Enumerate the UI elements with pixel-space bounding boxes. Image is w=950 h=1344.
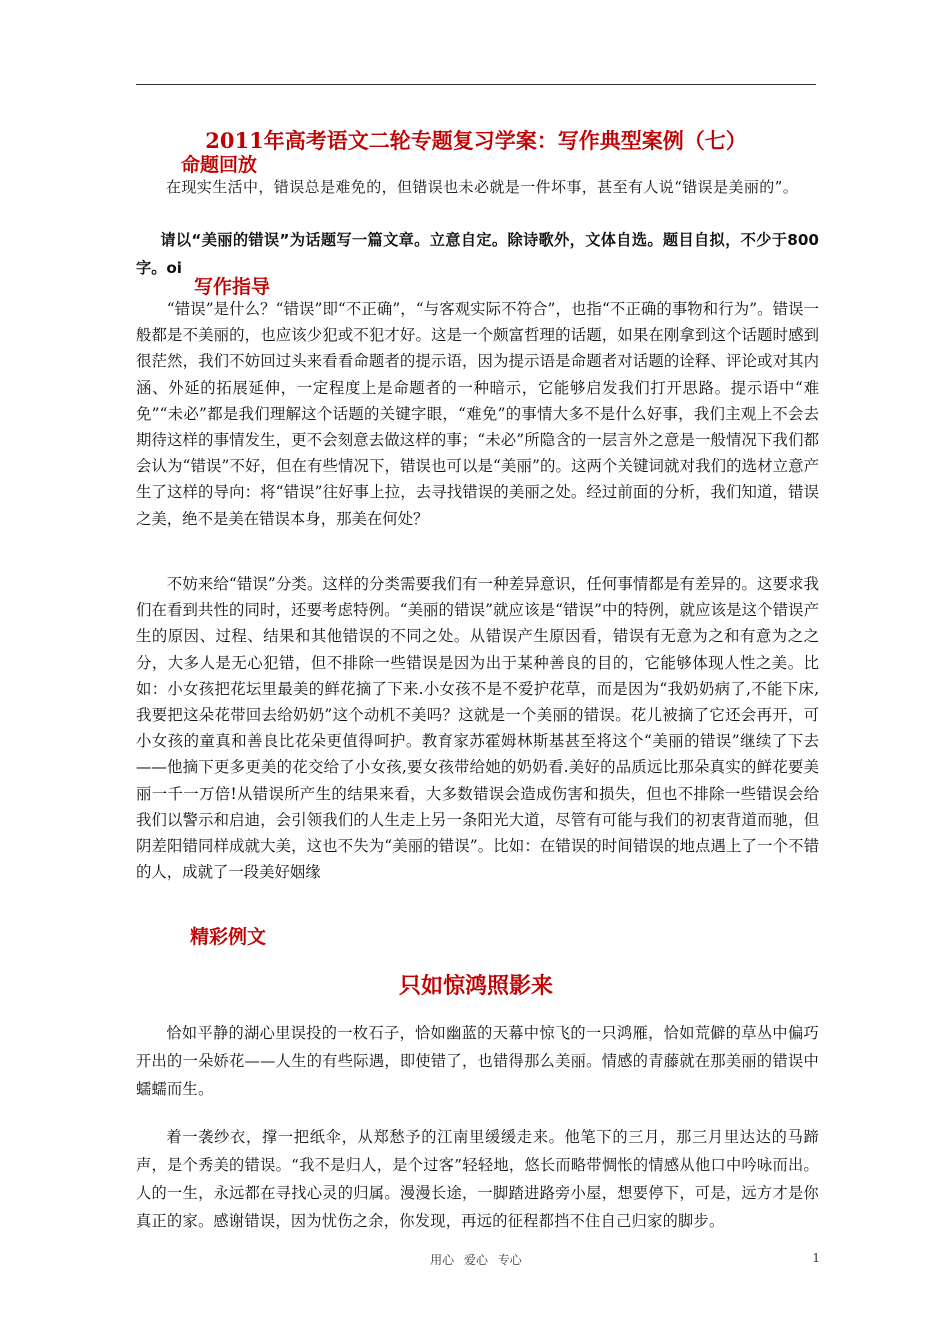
essay-paragraph: 恰如平静的湖心里误投的一枚石子，恰如幽蓝的天幕中惊飞的一只鸿雁，恰如荒僻的草丛中偏巧开出的一朵娇花——人生的有些际遇，即使错了，也错得那么美丽。情感的青藤就在那美丽的错误中蠕蠕而生。 (136, 1024, 819, 1098)
guide-paragraph: 不妨来给“错误”分类。这样的分类需要我们有一种差异意识，任何事情都是有差异的。这要求我们在看到共性的同时，还要考虑特例。“美丽的错误”就应该是“错误”中的特例，就应该是这个错误产生的原因、过程、结果和其他错误的不同之处。从错误产生原因看，错误有无意为之和有意为之之分，大多人是无心犯错，但不排除一些错误是因为出于某种善良的目的，它能够体现人性之美。比如：小女孩把花坛里最美的鲜花摘了下来.小女孩不是不爱护花草，而是因为“我奶奶病了,不能下床,我要把这朵花带回去给奶奶”这个动机不美吗？这就是一个美丽的错误。花儿被摘了它还会再开，可小女孩的童真和善良比花朵更值得呵护。教育家苏霍姆林斯基甚至将这个“美丽的错误”继续了下去——他摘下更多更美的花交给了小女孩,要女孩带给她的奶奶看.美好的品质远比那朵真实的鲜花要美丽一千一万倍!从错误所产生的结果来看，大多数错误会造成伤害和损失，但也不排除一些错误会给我们以警示和启迪，会引领我们的人生走上另一条阳光大道，尽管有可能与我们的初衷背道而驰，但阴差阳错同样成就大美，这也不失为“美丽的错误”。比如：在错误的时间错误的地点遇上了一个不错的人，成就了一段美好姻缘 (136, 575, 819, 882)
section-heading-prompt: 命题回放 (181, 154, 258, 176)
prompt-intro: 在现实生活中，错误总是难免的，但错误也未必就是一件坏事，甚至有人说“错误是美丽的”。 (166, 178, 799, 196)
essay-title: 只如惊鸿照影来 (398, 973, 553, 999)
guide-paragraph: “错误”是什么？“错误”即“不正确”，“与客观实际不符合”，也指“不正确的事物和行为”。错误一般都是不美丽的，也应该少犯或不犯才好。这是一个颇富哲理的话题，如果在刚拿到这个话题时感到很茫然，我们不妨回过头来看看命题者的提示语，因为提示语是命题者对话题的诠释、评论或对其内涵、外延的拓展延伸，一定程度上是命题者的一种暗示，它能够启发我们打开思路。提示语中“难免”“未必”都是我们理解这个话题的关键字眼，“难免”的事情大多不是什么好事，我们主观上不会去期待这样的事情发生，更不会刻意去做这样的事；“未必”所隐含的一层言外之意是一般情况下我们都会认为“错误”不好，但在有些情况下，错误也可以是“美丽”的。这两个关键词就对我们的选材立意产生了这样的导向：将“错误”往好事上拉，去寻找错误的美丽之处。经过前面的分析，我们知道，错误之美，绝不是美在错误本身，那美在何处？ (136, 300, 819, 528)
document-title: 2011年高考语文二轮专题复习学案：写作典型案例（七） (205, 128, 747, 153)
header-rule (136, 84, 816, 85)
footer-motto: 用心 爱心 专心 (430, 1253, 522, 1267)
page-number: 1 (812, 1251, 820, 1265)
section-heading-guide: 写作指导 (194, 276, 271, 298)
essay-paragraph: 着一袭纱衣，撑一把纸伞，从郑愁予的江南里缓缓走来。他笔下的三月，那三月里达达的马蹄声，是个秀美的错误。“我不是归人，是个过客”轻轻地，悠长而略带惆怅的情感从他口中吟咏而出。人的一生，永远都在寻找心灵的归属。漫漫长途，一脚踏进路旁小屋，想要停下，可是，远方才是你真正的家。感谢错误，因为忧伤之余，你发现，再远的征程都挡不住自己归家的脚步。 (136, 1128, 819, 1230)
prompt-task: 请以“美丽的错误”为话题写一篇文章。立意自定。除诗歌外，文体自选。题目自拟，不少于800字。oi (136, 231, 819, 277)
section-heading-example: 精彩例文 (190, 926, 267, 948)
